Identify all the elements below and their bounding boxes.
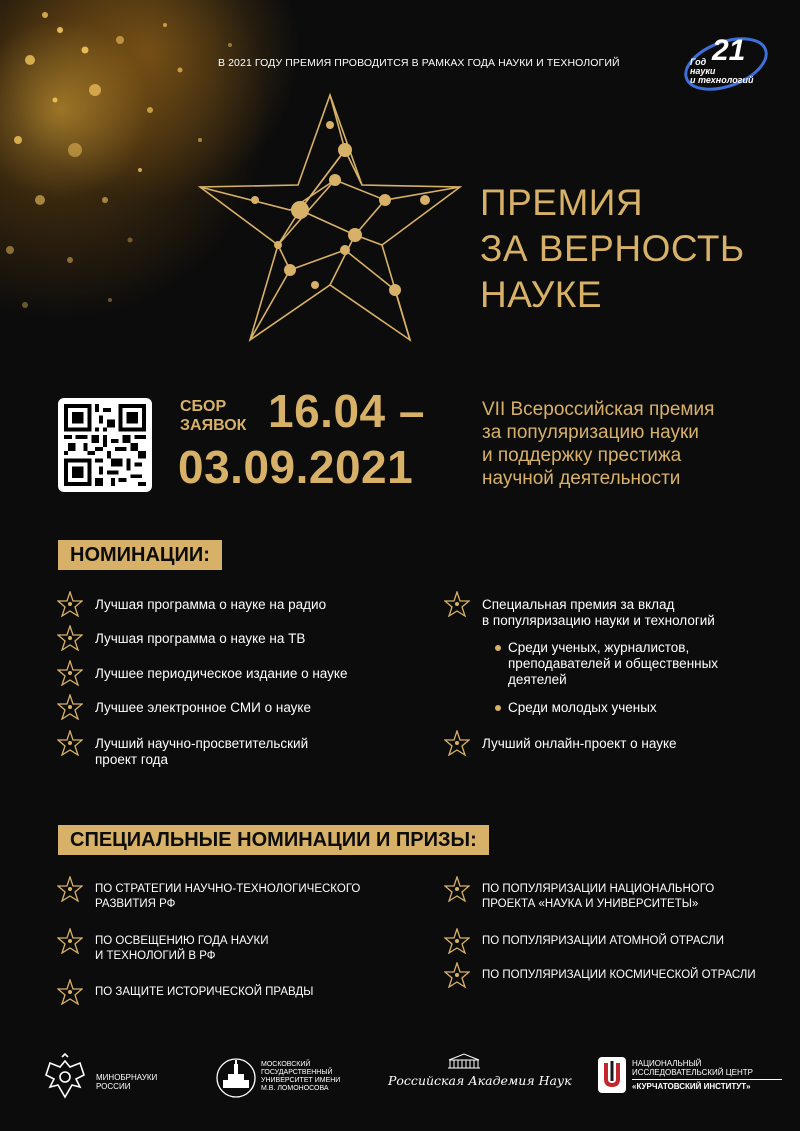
partner-logos: МИНОБРНАУКИ РОССИИ МОСКОВСКИЙ ГОСУДАРСТВЕННЫЙ УНИВЕРСИТЕТ ИМЕНИ М.В. ЛОМОНОСОВА Российская Академия Наук НАЦИОНАЛЬНЫЙ ИССЛЕДОВАТЕЛЬСКИЙ ЦЕНТР «КУРЧАТОВСКИЙ ИНСТИТУТ» bbox=[0, 1045, 800, 1115]
year-of-science-logo bbox=[682, 30, 770, 98]
molecular-star-icon bbox=[195, 90, 465, 350]
academy-building-icon bbox=[446, 1051, 482, 1069]
msu-building-icon bbox=[215, 1057, 257, 1099]
ran-name: Российская Академия Наук bbox=[388, 1073, 572, 1088]
special-nomination-item: ПО ЗАЩИТЕ ИСТОРИЧЕСКОЙ ПРАВДЫ bbox=[95, 985, 313, 1000]
collection-label: СБОР ЗАЯВОК bbox=[180, 398, 247, 434]
nomination-item: Лучшее периодическое издание о науке bbox=[95, 666, 347, 682]
award-description: VII Всероссийская премия за популяризацию науки и поддержку престижа научной деятельности bbox=[482, 399, 715, 489]
star-bullet-icon bbox=[57, 660, 83, 686]
star-bullet-icon bbox=[444, 730, 470, 756]
year-logo-number: 21 bbox=[712, 34, 746, 67]
nomination-item: Лучшая программа о науке на ТВ bbox=[95, 631, 305, 647]
top-note: В 2021 ГОДУ ПРЕМИЯ ПРОВОДИТСЯ В РАМКАХ ГОДА НАУКИ И ТЕХНОЛОГИЙ bbox=[218, 57, 620, 69]
date-end: 03.09.2021 bbox=[178, 441, 414, 493]
star-bullet-icon bbox=[57, 876, 83, 902]
star-bullet-icon bbox=[444, 962, 470, 988]
star-bullet-icon bbox=[57, 730, 83, 756]
kurchatov-emblem-icon bbox=[598, 1057, 626, 1093]
eagle-emblem-icon bbox=[40, 1053, 90, 1103]
special-nomination-item: ПО ПОПУЛЯРИЗАЦИИ НАЦИОНАЛЬНОГО ПРОЕКТА «НАУКА И УНИВЕРСИТЕТЫ» bbox=[482, 882, 714, 912]
nomination-item: Лучшее электронное СМИ о науке bbox=[95, 700, 311, 716]
sub-bullet-item: Среди ученых, журналистов, преподавателей и общественных деятелей bbox=[508, 640, 719, 687]
star-bullet-icon bbox=[57, 979, 83, 1005]
special-nomination-item: ПО ПОПУЛЯРИЗАЦИИ АТОМНОЙ ОТРАСЛИ bbox=[482, 934, 724, 949]
star-bullet-icon bbox=[444, 591, 470, 617]
nomination-item: Лучший онлайн-проект о науке bbox=[482, 736, 677, 752]
star-bullet-icon bbox=[57, 694, 83, 720]
special-nomination-item: ПО СТРАТЕГИИ НАУЧНО-ТЕХНОЛОГИЧЕСКОГО РАЗВИТИЯ РФ bbox=[95, 882, 360, 912]
date-start: 16.04 – bbox=[268, 385, 425, 437]
year-logo-text: Год науки и технологий bbox=[690, 57, 754, 85]
special-nomination-item: ПО ПОПУЛЯРИЗАЦИИ КОСМИЧЕСКОЙ ОТРАСЛИ bbox=[482, 968, 756, 983]
special-nomination-item: ПО ОСВЕЩЕНИЮ ГОДА НАУКИ И ТЕХНОЛОГИЙ В РФ bbox=[95, 934, 269, 964]
poster-title: ПРЕМИЯ ЗА ВЕРНОСТЬ НАУКЕ bbox=[480, 182, 745, 315]
star-bullet-icon bbox=[444, 876, 470, 902]
nomination-item: Лучший научно-просветительский проект года bbox=[95, 736, 308, 768]
star-bullet-icon bbox=[57, 591, 83, 617]
special-nominations-heading: СПЕЦИАЛЬНЫЕ НОМИНАЦИИ И ПРИЗЫ: bbox=[58, 825, 489, 855]
nomination-item-special: Специальная премия за вклад в популяризацию науки и технологий bbox=[482, 597, 715, 629]
sub-bullet-item: Среди молодых ученых bbox=[508, 700, 657, 715]
qr-code[interactable] bbox=[58, 398, 152, 492]
star-bullet-icon bbox=[57, 928, 83, 954]
nomination-item: Лучшая программа о науке на радио bbox=[95, 597, 326, 613]
nominations-heading: НОМИНАЦИИ: bbox=[58, 540, 222, 570]
star-bullet-icon bbox=[57, 625, 83, 651]
star-bullet-icon bbox=[444, 928, 470, 954]
